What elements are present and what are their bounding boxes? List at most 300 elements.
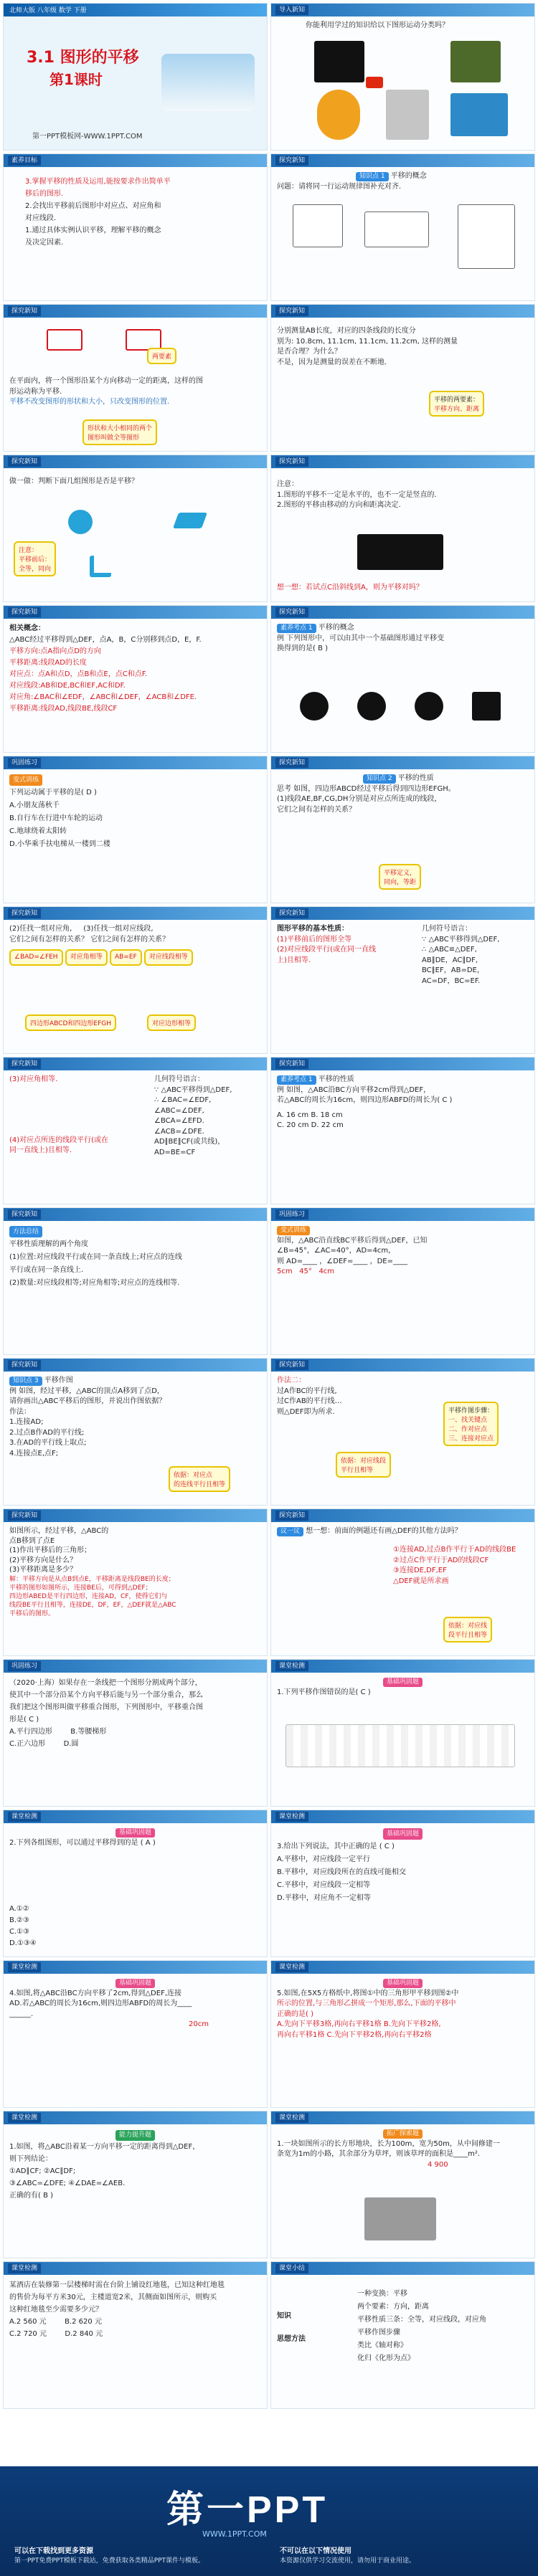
ex-3: (1)作出平移后的三角形； (9, 1546, 92, 1554)
q1-2: 则下列结论： (9, 2155, 52, 2164)
tag-row (277, 2129, 529, 2139)
slide-body (9, 2129, 261, 2253)
slide-header: 导入新知 (275, 5, 308, 15)
option-c[interactable]: C.地球绕着太阳转 (9, 827, 67, 835)
basis-1: 依据：对应线段 (341, 1458, 387, 1465)
escalator-image (450, 93, 508, 136)
ex-5: (3)平移距离是多少？ (9, 1566, 77, 1574)
slide-bar (4, 2111, 267, 2124)
q1-1: 1.一块如图所示的长方形地块，长为100m，宽为50m，从中间修建一 (277, 2139, 500, 2148)
terms-2: 平移方向:点A指向点D的方向 (9, 647, 101, 655)
slide-example-1[interactable] (270, 605, 535, 753)
page-title: 3.1 图形的平移 (27, 49, 139, 67)
q1-3: ①AD∥CF; ②AC∥DF; (9, 2167, 76, 2176)
point-5: 类比《轴对称》 (357, 2342, 407, 2349)
translation-def-2: 同向，等距 (384, 879, 417, 886)
prop-2: (2)对应线段平行(或在同一直线 (277, 946, 377, 954)
sol-3: 四边形ABED是平行四边形，连接AD，CF，使得它们与 (9, 1592, 168, 1600)
grid-figures (285, 1724, 515, 1767)
measure-2: 别为: 10.8cm, 11.1cm, 11.1cm, 11.2cm, 这样的测量 (277, 337, 458, 346)
slide-header: 探究新知 (8, 1360, 41, 1370)
slide-bar (4, 756, 267, 769)
option-a[interactable]: A.平行四边形 (9, 1728, 52, 1736)
slide-properties-3[interactable] (3, 1057, 268, 1204)
bird-image (450, 41, 501, 82)
slide-header: 巩固练习 (275, 1209, 308, 1220)
definition-1: 在平面内，将一个图形沿某个方向移动一定的距离，这样的图 (9, 377, 203, 385)
cart-figure (364, 212, 429, 247)
answer: 20cm (189, 2020, 209, 2028)
method-title: 作法： (9, 1407, 31, 1416)
terms-6: 对应角:∠BAC和∠EDF，∠ABC和∠DEF，∠ACB和∠DFE. (9, 693, 197, 701)
slide-check-5[interactable] (270, 1960, 535, 2108)
options-cd: C. 20 cm D. 22 cm (277, 1121, 344, 1129)
congruent-note (82, 419, 157, 445)
prop-3: (3)对应角相等. (9, 1075, 58, 1083)
tag-row (277, 1225, 529, 1236)
translation-def-1: 平移定义， (384, 870, 417, 877)
slide-basic-properties[interactable] (270, 906, 535, 1054)
kp-title: 平移的性质 (397, 774, 434, 782)
slide-body (277, 924, 412, 1049)
terms-3: 平移距离:线段AD的长度 (9, 659, 87, 667)
slide-bar (271, 1660, 534, 1673)
q5-1: 5.如图,在5X5方格纸中,将图①中的三角形甲平移到图②中 (277, 1989, 459, 1997)
ex-4: 形是( C ) (9, 1716, 39, 1724)
sol-1: 解：平移方向是从点B到点E，平移距离是线段BE的长度； (9, 1575, 175, 1583)
kp-title: 平移的概念 (390, 172, 427, 180)
sym-3: AB∥DE，AC∥DF, (422, 956, 478, 964)
slide-method-summary[interactable] (3, 1207, 268, 1355)
goal-1a: 1.通过具体实例认识平移，理解平移的概念 (25, 227, 161, 234)
option-d[interactable]: D.平移中，对应角不一定相等 (277, 1894, 371, 1902)
basis-1: 依据：对应线 (448, 1622, 488, 1630)
slide-concept[interactable] (270, 153, 535, 301)
think-3: 它们之间有怎样的关系？ (277, 805, 356, 814)
brand-url[interactable]: WWW.1PPT.COM (202, 2529, 267, 2539)
sol-2: 平移的图形如图所示，连接BE后，可得到△DEF； (9, 1584, 152, 1592)
box-row-1 (9, 949, 261, 966)
slide-bar (4, 2262, 267, 2275)
grade-label: 北师大版 八年级 数学 下册 (9, 7, 87, 14)
options-ab (9, 1726, 261, 1738)
point-6: 化归《化形为点》 (357, 2354, 415, 2362)
q3: 3.给出下列说法，其中正确的是 ( C ) (277, 1843, 395, 1850)
slide-properties-2[interactable] (3, 906, 268, 1054)
red-rect (47, 329, 82, 351)
slide-header: 巩固练习 (8, 1661, 41, 1671)
answer-de: 4cm (318, 1268, 335, 1275)
slide-header: 探究新知 (275, 1511, 308, 1521)
sym-5: ∠ACB=∠DFE. (154, 1127, 204, 1136)
tag-row (9, 774, 261, 786)
prop-1: (1)平移前后的图形全等 (277, 935, 352, 944)
options-ab: A. 16 cm B. 18 cm (277, 1111, 343, 1119)
option-a[interactable]: A.平移中，对应线段一定平行 (277, 1855, 370, 1863)
slide-header: 探究新知 (275, 607, 308, 617)
ex-2: 使其中一个部分沿某个方向平移后能与另一个部分重合，那么 (9, 1691, 203, 1699)
sol-4: 线段BE平行且相等，连接DE，DF，EF，△DEF就是△ABC (9, 1601, 176, 1609)
slide-header: 探究新知 (8, 1209, 41, 1220)
q5-5: 再向右平移1格 C.先向下平移2格,再向右平移2格 (277, 2030, 432, 2039)
slide-bar (271, 305, 534, 318)
ex-2: 若△ABC的周长为16cm，则四边形ABFD的周长为( C ) (277, 1096, 453, 1104)
option-a-figure (300, 692, 329, 721)
slide-header: 课堂检测 (275, 1962, 308, 1972)
info-right-text: 本资源仅供学习交流使用，请勿用于商业用途。 (280, 2557, 416, 2565)
q3-b: 它们之间有怎样的关系？ (90, 935, 170, 944)
goal-1b: 及决定因素. (25, 239, 64, 247)
decor-slider-illustration (161, 54, 255, 111)
method-title: 平移性质理解的两个角度 (9, 1240, 88, 1248)
step-4: △DEF就是所求画 (393, 1577, 449, 1585)
slide-header: 探究新知 (275, 306, 308, 316)
basic-tag: 基础巩固题 (383, 1828, 423, 1840)
slide-title[interactable] (3, 3, 268, 151)
sym-5: AC=DF，BC=EF. (422, 976, 481, 985)
question-2b (9, 935, 261, 946)
q5-2: 所示的位置,与三角形乙拼成一个矩形,那么,下面的平移中 (277, 2000, 456, 2007)
slide-discuss[interactable] (270, 1508, 535, 1656)
option-c[interactable]: C.2 720 元 (9, 2330, 47, 2338)
option-b[interactable]: B.②③ (9, 1916, 29, 1924)
prop-4a: (4)对应点所连的线段平行(或在 (9, 1136, 109, 1144)
slide-bar (4, 1810, 267, 1823)
kp-badge: 素养考点 1 (277, 624, 316, 633)
measure-1: 分别测量AB长度，对应的四条线段的长度分 (277, 327, 416, 335)
step-3: 3.在AD的平行线上取点; (9, 1439, 87, 1447)
option-a[interactable]: A.①② (9, 1905, 29, 1913)
slide-body (277, 1978, 529, 2103)
slide-body (277, 1225, 529, 1350)
field-figure (364, 2197, 436, 2240)
think-1: 思考 如图，四边形ABCD经过平移后得到四边形EFGH。 (277, 784, 456, 793)
goal-2a: 2.会找出平移前后图形中对应点、对应角和 (25, 202, 161, 210)
options-cd (9, 1738, 261, 1750)
q4-1: 4.如图,将△ABC沿BC方向平移了2cm,得到△DEF,连接 (9, 1989, 182, 1997)
definition-3: 平移不改变图形的形状和大小，只改变图形的位置. (9, 398, 170, 406)
q-2: 的售价为每平方米30元，主楼道宽2米，其侧面如图所示，则购买 (9, 2294, 217, 2301)
translation-note-1: 注意： (19, 547, 39, 554)
slide-header: 课堂检测 (8, 1812, 41, 1822)
slide-bar (271, 2262, 534, 2275)
slide-check-1[interactable] (270, 1659, 535, 1807)
option-c[interactable]: C.平移中，对应线段一定相等 (277, 1881, 371, 1889)
step-2: ②过点C作平行于AD的线段CF (393, 1556, 489, 1564)
q5-4: A.先向下平移3格,再向右平移1格 B.先向下平移2格, (277, 2020, 441, 2028)
slide-header: 课堂检测 (275, 1812, 308, 1822)
discuss-q: 想一想：前面的例题还有画△DEF的其他方法吗？ (306, 1527, 462, 1535)
butterfly-image (314, 41, 364, 82)
slide-goals[interactable] (3, 153, 268, 301)
slide-header: 探究新知 (8, 607, 41, 617)
sym-1: ∵ △ABC平移得到△DEF, (154, 1085, 232, 1094)
slide-foot (277, 583, 529, 597)
slide-header: 探究新知 (275, 1360, 308, 1370)
answers (277, 1267, 529, 1278)
info-left-text: 第一PPT免费PPT模板下载站，免费获取各类精品PPT课件与模板。 (14, 2557, 205, 2565)
slide-definition[interactable] (3, 304, 268, 452)
kp-row (277, 171, 529, 182)
footer-banner (0, 2466, 538, 2576)
slide-header: 课堂检测 (8, 1962, 41, 1972)
slide-header: 探究新知 (275, 457, 308, 467)
slide-properties[interactable] (270, 756, 535, 903)
option-a[interactable]: A.小朋友荡秋千 (9, 802, 60, 809)
slide-header: 探究新知 (275, 1059, 308, 1069)
ex-4: (2)平移方向是什么？ (9, 1556, 77, 1564)
option-b[interactable]: B.等腰梯形 (70, 1728, 107, 1736)
q-1: 某酒店在装修第一层楼梯时需在台阶上铺设红地毯，已知这种红地毯 (9, 2281, 225, 2289)
point-4: 平移作图步骤 (357, 2329, 400, 2337)
slide-header: 素养目标 (8, 156, 41, 166)
slide-summary[interactable] (270, 2261, 535, 2409)
terms-7: 平移距离:线段AD,线段BE,线段CF (9, 705, 118, 713)
basis-2: 段平行且相等 (448, 1632, 488, 1639)
steps-1: 一、找关键点 (448, 1417, 488, 1424)
sym-4: ∠BCA=∠EFD. (154, 1117, 204, 1125)
steps-title: 平移作图步骤： (448, 1407, 494, 1415)
slide-intro[interactable] (270, 3, 535, 151)
point-3: 平移性质三条：全等，对应线段，对应角 (357, 2316, 486, 2324)
prop-3: 上)且相等. (277, 956, 311, 964)
q1-1: 1.如图，将△ABC沿着某一方向平移一定的距离得到△DEF， (9, 2143, 200, 2152)
terms-title: 相关概念： (9, 624, 45, 632)
basic-tag: 基础巩固题 (115, 1979, 155, 1988)
slide-body (277, 1828, 529, 1952)
q3-a: (3)任找一组对应线段, (83, 925, 154, 933)
slide-bar (271, 1509, 534, 1522)
slide-bar (271, 1058, 534, 1070)
translation-note-2: 平移前后： (19, 556, 52, 564)
slide-bar (271, 1961, 534, 1974)
slide-body (277, 1075, 529, 1199)
slide-bar (4, 154, 267, 167)
slide-exercise-3[interactable] (3, 1508, 268, 1656)
slide-check-2[interactable] (3, 1810, 268, 1957)
sym-3: ∠ABC=∠DEF, (154, 1106, 204, 1115)
shape-eq-label: 对应边形相等 (147, 1014, 196, 1031)
info-right (280, 2547, 524, 2566)
slide-check-3[interactable] (270, 1810, 535, 1957)
question-text: 你能利用学过的知识给以下图形运动分类吗？ (306, 22, 449, 29)
slide-bar (271, 606, 534, 619)
method2-title: 作法二： (277, 1377, 306, 1384)
brand-logo: 第一PPT (166, 2489, 329, 2531)
sym-7: AD=BE=CF (154, 1148, 196, 1156)
method2-1: 过A作BC的平行线, (277, 1387, 337, 1395)
slide-bar (271, 1208, 534, 1221)
terms-5: 对应线段:AB和DE,BC和EF,AC和DF. (9, 682, 126, 690)
option-d-figure (472, 692, 501, 721)
step-2: 2.过点B作AD的平行线; (9, 1428, 85, 1437)
goal-3b: 移后的图形. (25, 190, 64, 198)
slide-exercise-4[interactable] (3, 1659, 268, 1807)
slide-bar (4, 907, 267, 920)
tag-row (277, 1978, 529, 1989)
angle-eq-label: 对应角相等 (65, 949, 108, 966)
q4-2: AD.若△ABC的周长为16cm,则四边形ABFD的周长为____ (9, 2000, 192, 2007)
two-elements-bubble: 两要素 (147, 348, 176, 364)
info-right-title: 不可以在以下情况使用 (280, 2547, 351, 2555)
sym-4: BC∥EF，AB=DE， (422, 966, 484, 974)
labels (277, 2305, 334, 2404)
slide-bar (4, 1660, 267, 1673)
steps-2: 二、作对应点 (448, 1426, 488, 1433)
extend-tag: 拓广探索题 (383, 2129, 423, 2139)
ex-3: 则 AD=____ ，∠DEF=____ ，DE=____ (277, 1257, 407, 1265)
option-c[interactable]: C.①③ (9, 1928, 30, 1936)
exercise-question: 下列运动属于平移的是( D ) (9, 789, 97, 797)
slide-measure[interactable] (270, 304, 535, 452)
option-c[interactable]: C.正六边形 (9, 1740, 46, 1748)
slide-header: 探究新知 (275, 156, 308, 166)
kp-title: 平移的性质 (318, 1075, 354, 1083)
ex-1: 例 如图，△ABC沿BC方向平移2cm得到△DEF， (277, 1085, 431, 1094)
ex-2: 请你画出△ABC平移后的图形，并说出作图依据？ (9, 1397, 166, 1405)
prop-4b: 同一直线上)且相等. (9, 1146, 72, 1154)
slide-bar (4, 1208, 267, 1221)
slide-body (9, 1075, 145, 1199)
house-figure (293, 204, 343, 247)
slide-exercise-1[interactable] (3, 756, 268, 903)
q1-4: ③∠ABC=∠DFE; ④∠DAE=∠AEB. (9, 2180, 126, 2188)
method-tag: 方法总结 (9, 1226, 42, 1237)
kp-title: 平移作图 (44, 1377, 73, 1384)
step-4: 4.连接点E,点F; (9, 1449, 59, 1458)
info-left (14, 2547, 258, 2566)
slide-bar (271, 4, 534, 16)
ability-tag: 能力提升题 (115, 2130, 155, 2141)
variant-tag: 变式训练 (277, 1226, 310, 1235)
two-factors-callout (429, 391, 484, 417)
ex-1: 如图，△ABC沿直线BC平移后得到△DEF，已知 (277, 1236, 428, 1245)
method-2: 平行或在同一条直线上. (9, 1266, 84, 1274)
step-1: ①连接AD,过点B作平行于AD的线段BE (393, 1546, 516, 1554)
slide-example-2[interactable] (270, 1057, 535, 1204)
slide-bar (4, 305, 267, 318)
two-factors-2: 平移方向、距离 (434, 406, 480, 413)
point-1: 一种变换：平移 (357, 2290, 407, 2298)
ex-3: 我们把这个图形叫做平移重合图形，下列图形中，平移重合图 (9, 1703, 203, 1711)
congruent-note-2: 图形叫做全等图形 (88, 434, 140, 442)
q2-a: (2)任找一组对应角, (9, 925, 72, 933)
kp-badge: 素养考点 1 (277, 1075, 316, 1085)
slide-header: 探究新知 (275, 758, 308, 768)
slide-body (9, 774, 261, 898)
basis-callout (443, 1617, 492, 1643)
basis-1: 依据：对应点 (174, 1472, 213, 1479)
steps-3: 三、连接对应点 (448, 1435, 494, 1443)
slide-body (277, 1376, 434, 1501)
slide-body (9, 623, 261, 748)
slide-bar (4, 1058, 267, 1070)
slope-figure (458, 204, 515, 269)
slide-related-terms[interactable] (3, 605, 268, 753)
symbolic (154, 1075, 261, 1199)
slide-check-4[interactable] (3, 1960, 268, 2108)
slide-body (9, 477, 261, 597)
option-d[interactable]: D.圆 (63, 1740, 79, 1748)
slide-body (9, 2279, 261, 2404)
ex-2: ∠B=45°，∠AC=40°，AD=4cm， (277, 1247, 396, 1255)
slide-header: 课堂检测 (275, 1661, 308, 1671)
slide-construct[interactable] (3, 1358, 268, 1506)
point-2: 两个要素：方向，距离 (357, 2303, 429, 2311)
slide-ability-1[interactable] (3, 2111, 268, 2258)
basis-callout (336, 1452, 391, 1478)
step-3: ③连接DE,DF,EF (393, 1567, 447, 1574)
slide-bar (4, 455, 267, 468)
option-c-figure (415, 692, 443, 721)
option-b[interactable]: B.平移中，对应线段所在的直线可能相交 (277, 1868, 407, 1876)
goal-2b: 对应线段. (25, 214, 57, 222)
judge-question: 做一做：判断下面几组图形是否是平移？ (9, 477, 138, 485)
think-question: 想一想：若试点C沿斜线到A，则为平移对吗？ (277, 584, 423, 591)
ex-1: 如图所示，经过平移，△ABC的 (9, 1527, 109, 1535)
option-b-figure (357, 692, 386, 721)
slide-header: 巩固练习 (8, 758, 41, 768)
slide-notes[interactable] (270, 455, 535, 602)
slide-stairs[interactable] (3, 2261, 268, 2409)
two-factors-1: 平移的两要素： (434, 396, 480, 404)
slide-bar (271, 154, 534, 167)
option-d[interactable]: D.①③④ (9, 1939, 37, 1947)
terms-1: △ABC经过平移得到△DEF，点A，B，C分别移到点D，E，F. (9, 636, 202, 644)
option-b[interactable]: B.2 620 元 (65, 2318, 102, 2326)
slide-body (25, 176, 261, 296)
slide-judge[interactable] (3, 455, 268, 602)
slide-exercise-2[interactable] (270, 1207, 535, 1355)
problem-text: 问题：请将同一行运动规律图补充对齐. (277, 182, 402, 191)
option-d[interactable]: D.2 840 元 (65, 2330, 103, 2338)
option-d[interactable]: D.小华乘手扶电梯从一楼到二楼 (9, 840, 110, 848)
kp-row (277, 623, 529, 634)
example-1: 例 下列图形中，可以由其中一个基础图形通过平移变 (277, 634, 445, 642)
slide-header: 课堂检测 (8, 2263, 41, 2273)
example-2: 换得到的是( B ) (277, 645, 329, 652)
question-2 (9, 924, 261, 935)
slide-body (9, 1978, 261, 2103)
congruent-note-1: 形状和大小相同的两个 (88, 425, 153, 432)
method-label: 思想方法 (277, 2335, 306, 2343)
translation-def-callout (379, 864, 421, 890)
knowledge-label: 知识 (277, 2312, 291, 2320)
kp-row (277, 1075, 529, 1085)
slide-body (277, 326, 529, 447)
q2-b: 它们之间有怎样的关系？ (9, 935, 88, 944)
sym-title: 几何符号语言： (154, 1075, 204, 1083)
flag-image (366, 77, 383, 88)
angle-eq-box: ∠BAD=∠FEH (9, 949, 63, 966)
sym-2: ∴ ∠BAC=∠EDF, (154, 1096, 212, 1104)
option-b[interactable]: B.自行车在行进中车轮的运动 (9, 814, 103, 822)
basis-2: 的连线平行且相等 (174, 1481, 226, 1488)
slide-bar (4, 1509, 267, 1522)
option-a[interactable]: A.2 560 元 (9, 2318, 47, 2326)
slide-bar (4, 1961, 267, 1974)
slide-bar (271, 1810, 534, 1823)
parallelogram-shape (173, 513, 207, 528)
slide-body (9, 1225, 261, 1350)
answer-ad: 5cm (277, 1268, 293, 1275)
slide-extension-1[interactable] (270, 2111, 535, 2258)
slide-header: 探究新知 (8, 1059, 41, 1069)
slide-construct-2[interactable] (270, 1358, 535, 1506)
variant-tag: 变式训练 (9, 774, 42, 786)
kp-row (277, 774, 529, 784)
q1-2: 条宽为1m的小路，其余部分为草坪，则该草坪的面积是____m². (277, 2150, 481, 2158)
